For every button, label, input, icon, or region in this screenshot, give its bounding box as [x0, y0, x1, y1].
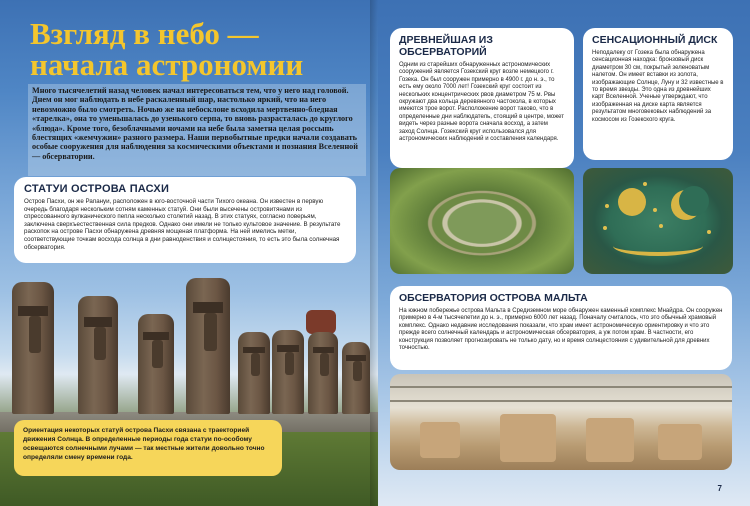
temple-stone [586, 418, 634, 462]
star-icon [605, 204, 609, 208]
disk-arc-icon [613, 236, 703, 256]
moai-statue [186, 278, 230, 414]
temple-stone [420, 422, 460, 458]
easter-island-heading: СТАТУИ ОСТРОВА ПАСХИ [24, 183, 170, 195]
easter-island-card [14, 177, 356, 263]
page-number: 7 [717, 484, 722, 493]
disk-text: Неподалеку от Гозека была обнаружена сенсационная находка: бронзовый диск диаметром 30 см, покрытый зеленоватым налетом. Он имеет вставки из золота, изображающие Солнце, Луну и 32 известные в то время звезды. Это одна из древнейших карт Вселенной. Ученые утверждают, что изображенная на диске карта является результатом многовековых наблюдений за космосом из Гозекского круга. [592, 50, 724, 123]
title-line-2: начала астрономии [30, 47, 304, 82]
goseck-heading: ДРЕВНЕЙШАЯ ИЗ ОБСЕРВАТОРИЙ [399, 34, 493, 58]
mnajdra-photo [390, 374, 732, 470]
disk-sun-icon [618, 188, 646, 216]
star-icon [643, 182, 647, 186]
pukao-topknot [306, 310, 336, 334]
nebra-disk-photo [583, 168, 733, 274]
malta-card [390, 286, 732, 370]
moai-caption: Ориентация некоторых статуй острова Пасхи связана с траекторией движения Солнца. В определенные периоды года статуи по-особому освещаются солнечными лучами — так местные жители довольно точно определяли смену времени года. [14, 420, 282, 476]
disk-heading: СЕНСАЦИОННЫЙ ДИСК [592, 34, 718, 46]
temple-stone [658, 424, 702, 460]
right-page [378, 0, 750, 506]
page-title [30, 18, 360, 80]
moai-statue [78, 296, 118, 414]
temple-stone [500, 414, 556, 462]
moai-statue [238, 332, 270, 414]
intro-paragraph: Много тысячелетий назад человек начал интересоваться тем, что у него над головой. Днем он мог наблюдать в небе раскаленный шар, настолько яркий, что на него невозможно было смотреть. Ночью же на небосклоне всходила мертвенно-бледная «тарелка», она то уменьшалась до узенького серпа, то вновь разрасталась до круглого «блюда». Кроме того, безоблачными ночами на небе была заметна целая россыпь блестящих «жемчужин» разного размера. Наши первобытные предки начали создавать особые сооружения для наблюдения за космическими объектами и познания Вселенной — обсерватории. [32, 86, 358, 161]
easter-island-text: Остров Пасхи, он же Рапануи, расположен в юго-восточной части Тихого океана. Он известен в первую очередь благодаря нескольким сотням каменных статуй. Они были высечены островитянами из спрессованного вулканического пепла несколько столетий назад. В этих статуях, согласно поверьям, заключена сверхъестественная сила предков. Однако они имели не только культовое значение. В результате раскопок на острове Пасхи обнаружена древняя мощеная платформа. На ней имелись метки, соответствующие точкам восхода солнца в дни равноденствия и солнцестояния, то есть это была солнечная обсерватория. [24, 198, 341, 251]
moai-statue [12, 282, 54, 414]
goseck-text: Одним из старейших обнаруженных астрономических сооружений является Гозекский круг возле немецкого г. Гозека. Он был сооружен примерно в 4900 г. до н. э., то есть ему около 7000 лет! Гозекский круг состоит из нескольких концентрических рвов диаметром 75 м. Рвы окружают два кольца деревянного частокола, в которых имеются трое ворот. Расположение ворот таково, что в определенные дни наблюдатель, стоящий в центре, может видеть через разные ворота сначала восход, а затем заход Солнца. Гозекский круг использовался для астрономических наблюдений и составления календаря. [399, 62, 565, 143]
moai-statue [138, 314, 174, 414]
star-icon [653, 208, 657, 212]
star-icon [603, 226, 607, 230]
moai-statue [308, 332, 338, 414]
malta-text: На южном побережье острова Мальта в Средиземном море обнаружен каменный комплекс Мнайдра. Он сооружен примерно в 4-м тысячелетии до н. э., примерно 6000 лет назад. Поначалу считалось, что это обычный храмовый комплекс. Однако недавние исследования показали, что храм имеет астрономическую ориентировку и что это прежде всего солнечный календарь и астрономическая обсерватория, а уж потом храм. В частности, его конструкция позволяет прогнозировать не только дату, но и время солнцестояния с удивительной для древних точностью. [399, 308, 723, 352]
malta-heading: ОБСЕРВАТОРИЯ ОСТРОВА МАЛЬТА [399, 292, 588, 304]
title-line-1: Взгляд в небо — [30, 16, 259, 51]
star-icon [659, 224, 663, 228]
book-gutter [370, 0, 384, 506]
moai-statue [342, 342, 370, 414]
goseck-circle-photo [390, 168, 574, 274]
star-icon [707, 230, 711, 234]
moai-statue [272, 330, 304, 414]
disk-card [583, 28, 733, 160]
goseck-card [390, 28, 574, 168]
